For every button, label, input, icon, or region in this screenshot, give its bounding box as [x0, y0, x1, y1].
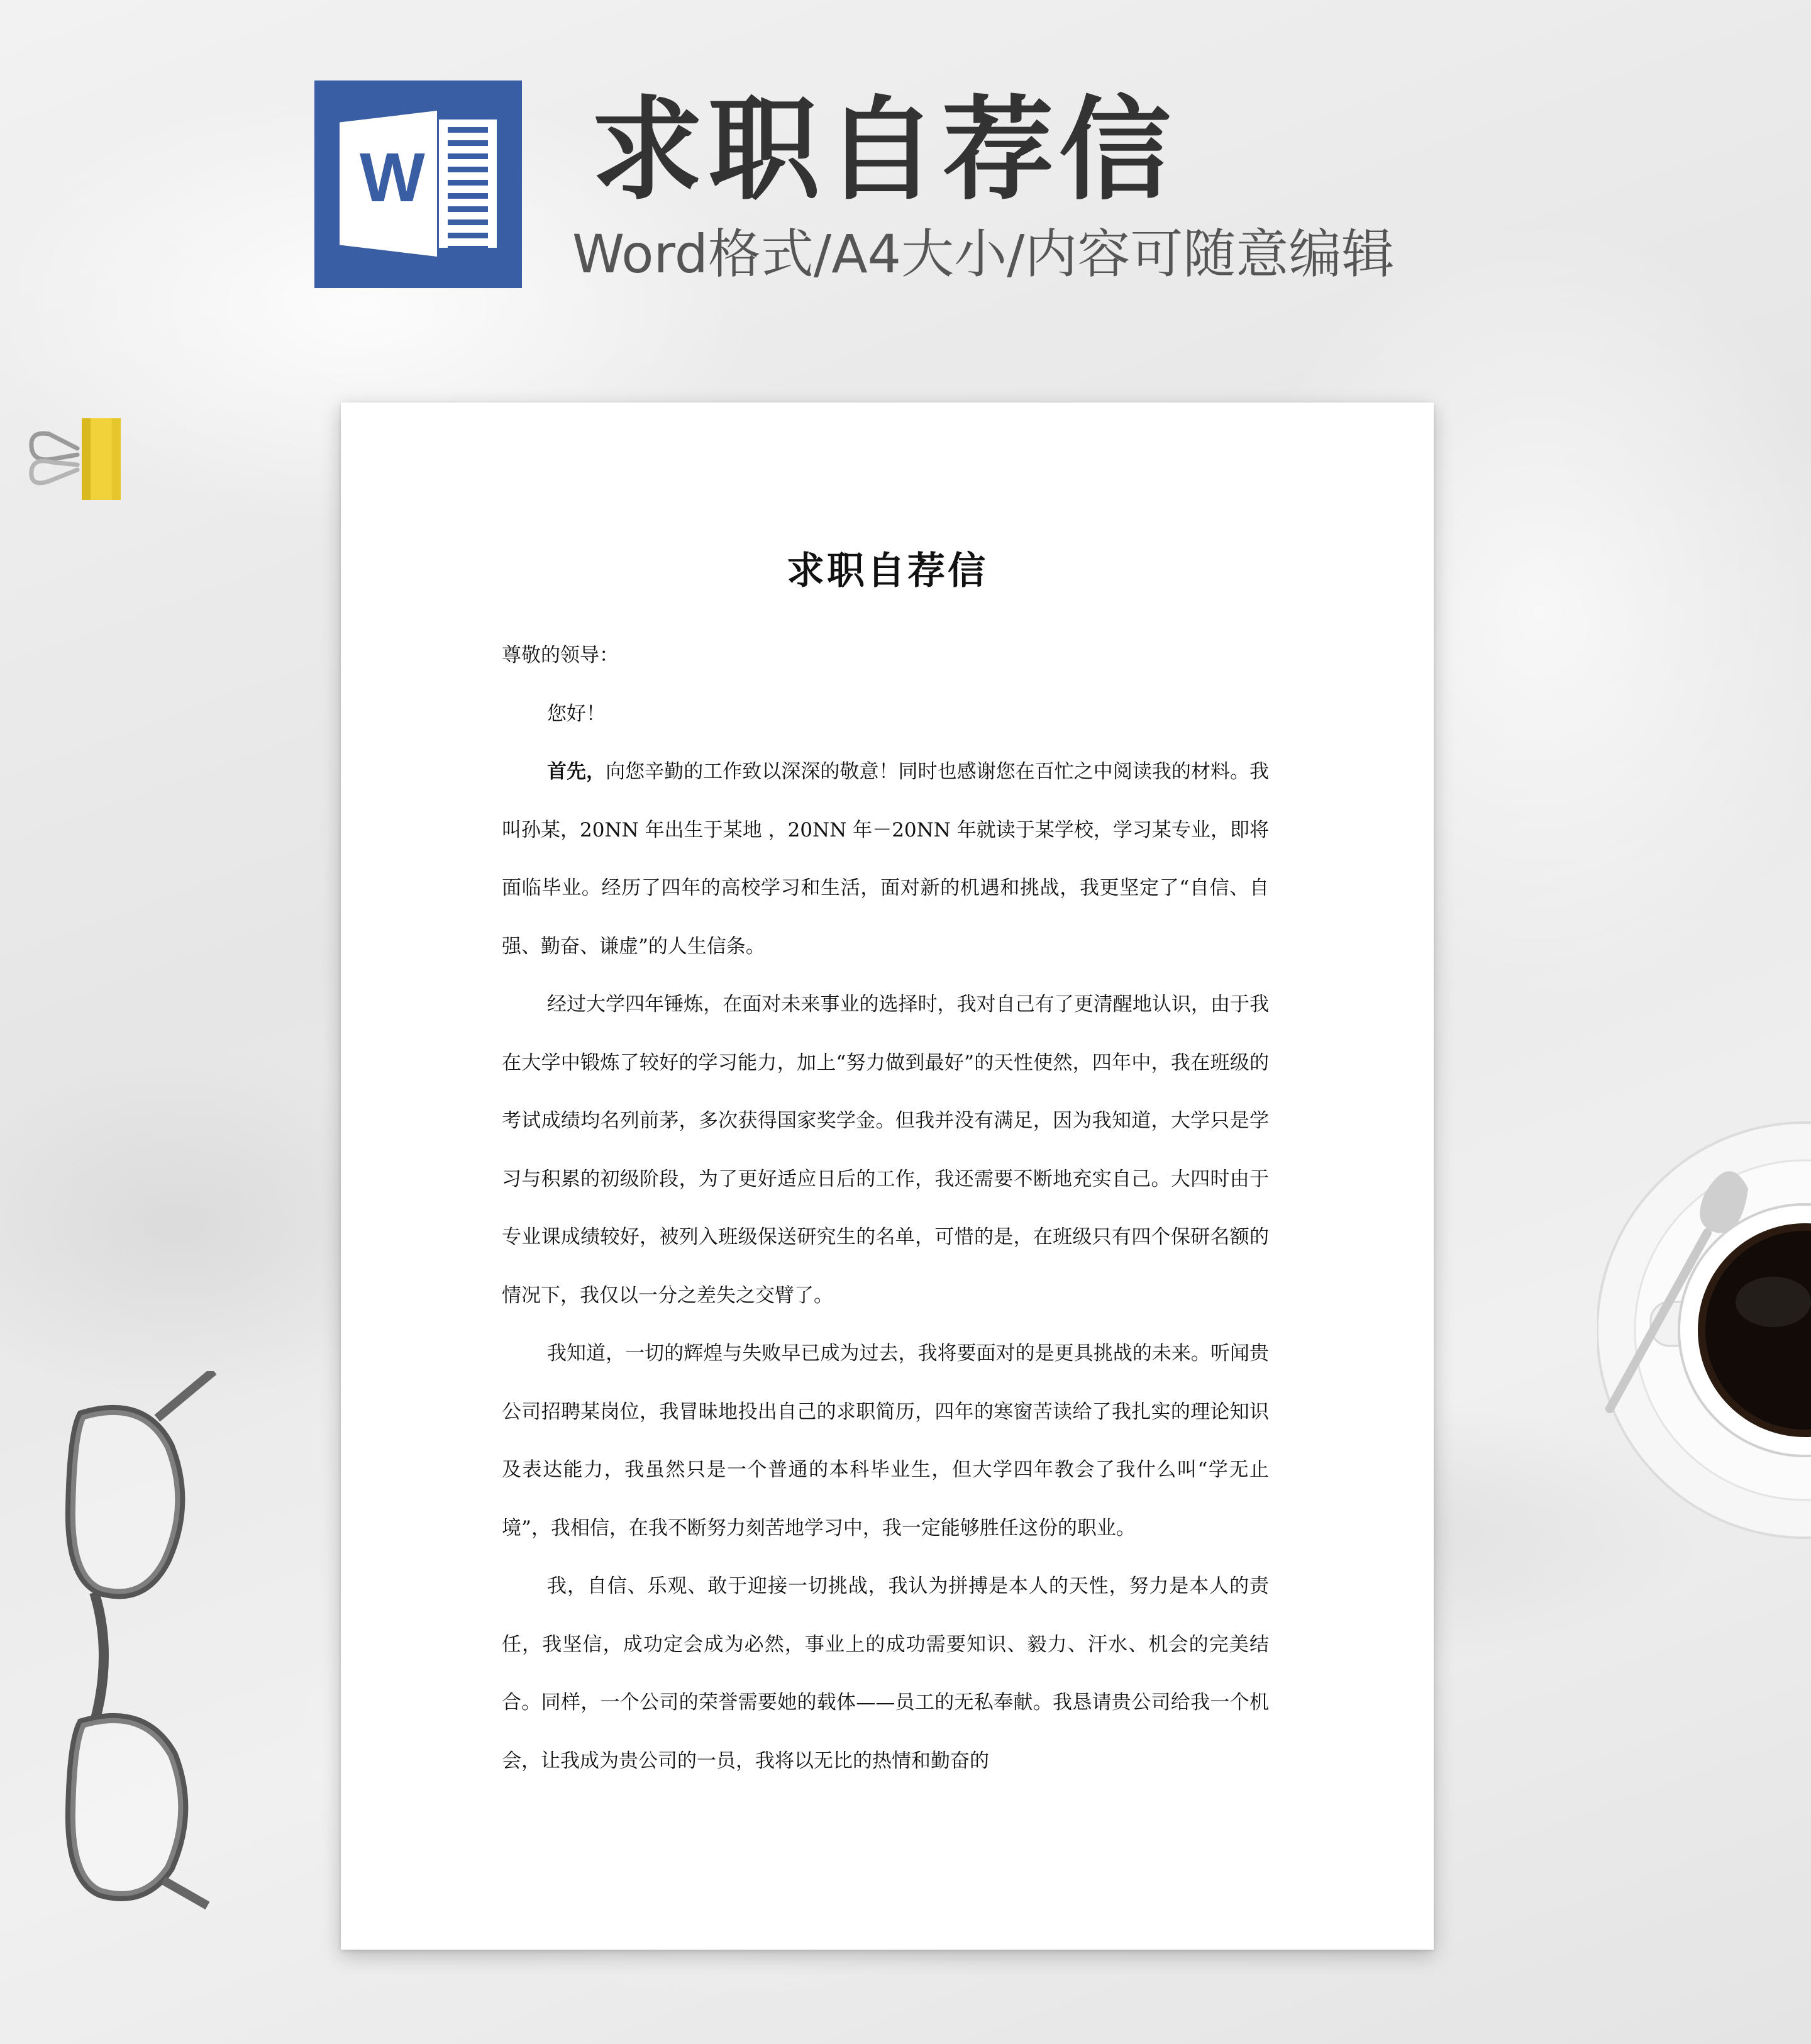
paragraph-1-text: 向您辛勤的工作致以深深的敬意！同时也感谢您在百忙之中阅读我的材料。我叫孙某，20NN 年出生于某地 ，20NN 年－20NN 年就读于某学校，学习某专业，即将面临毕业。经历了四年的高校学习和生活，面对新的机遇和挑战，我更坚定了“自信、自强、勤奋、谦虚”的人生信条。 [502, 760, 1270, 958]
document-body [502, 626, 1269, 1790]
salutation: 尊敬的领导： [502, 644, 619, 667]
word-lines-shape [439, 119, 497, 248]
document-title: 求职自荐信 [787, 549, 988, 593]
eyeglasses-icon [57, 1371, 220, 1912]
page-title: 求职自荐信 [591, 85, 1176, 215]
paragraph-2: 经过大学四年锤炼，在面对未来事业的选择时，我对自己有了更清醒地认识，由于我在大学中锻炼了较好的学习能力，加上“努力做到最好”的天性使然，四年中，我在班级的考试成绩均名列前茅，多次获得国家奖学金。但我并没有满足，因为我知道，大学只是学习与积累的初级阶段，为了更好适应日后的工作，我还需要不断地充实自己。大四时由于专业课成绩较好，被列入班级保送研究生的名单，可惜的是，在班级只有四个保研名额的情况下，我仅以一分之差失之交臂了。 [502, 993, 1269, 1307]
binder-clip-icon [18, 412, 131, 506]
coffee-cup-icon [1597, 1113, 1811, 1547]
document-page [341, 403, 1434, 1950]
paragraph-3: 我知道，一切的辉煌与失败早已成为过去，我将要面对的是更具挑战的未来。听闻贵公司招聘某岗位，我冒昧地投出自己的求职简历，四年的寒窗苦读给了我扎实的理论知识及表达能力，我虽然只是一个普通的本科毕业生，但大学四年教会了我什么叫“学无止境”，我相信，在我不断努力刻苦地学习中，我一定能够胜任这份的职业。 [502, 1342, 1269, 1540]
greeting: 您好！ [547, 702, 606, 725]
paragraph-1 [502, 743, 1269, 975]
page-subtitle: Word格式/A4大小/内容可随意编辑 [572, 223, 1395, 285]
word-logo-letter: W [360, 139, 425, 216]
paragraph-4: 我，自信、乐观、敢于迎接一切挑战，我认为拼搏是本人的天性，努力是本人的责任，我坚信，成功定会成为必然，事业上的成功需要知识、毅力、汗水、机会的完美结合。同样，一个公司的荣誉需要她的载体——员工的无私奉献。我恳请贵公司给我一个机会，让我成为贵公司的一员，我将以无比的热情和勤奋的 [502, 1575, 1269, 1772]
paragraph-1-lead: 首先， [547, 760, 606, 783]
word-logo-icon [314, 81, 522, 288]
